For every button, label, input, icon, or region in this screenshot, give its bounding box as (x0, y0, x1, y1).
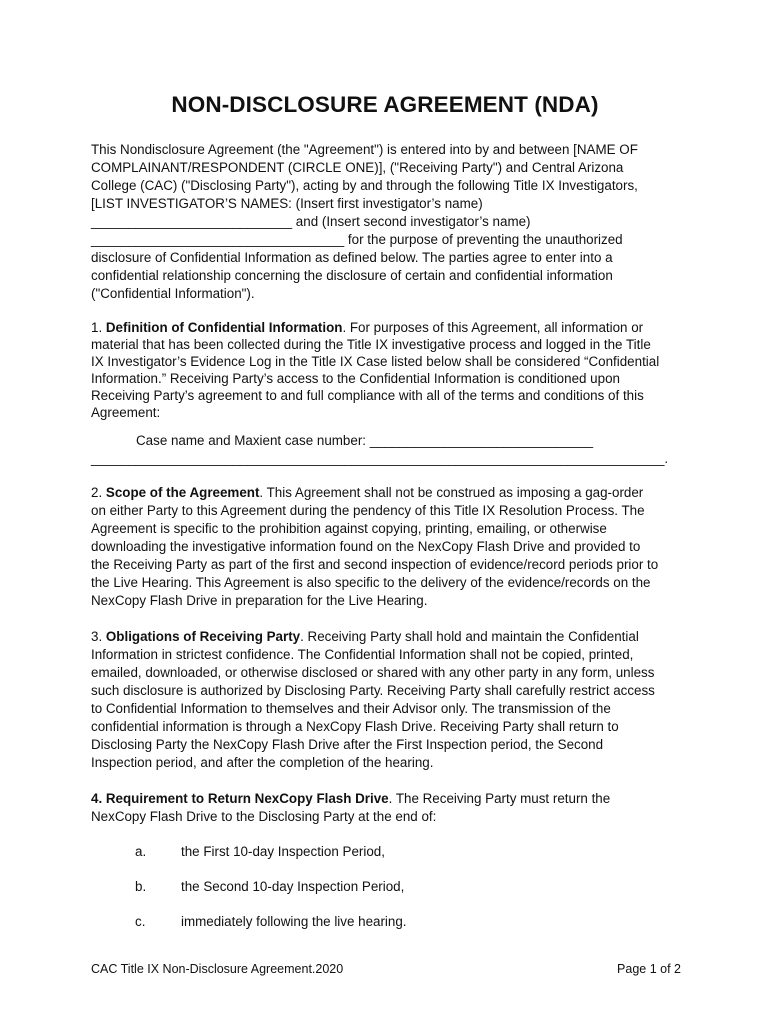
intro-line: [LIST INVESTIGATOR’S NAMES: (Insert first investigator’s name) (91, 196, 483, 211)
list-text: the Second 10-day Inspection Period, (181, 879, 405, 894)
section-1-first-line (91, 319, 691, 336)
section-4-heading: 4. Requirement to Return NexCopy Flash Drive (91, 791, 389, 806)
intro-line: This Nondisclosure Agreement (the "Agreement") is entered into by and between [NAME OF (91, 142, 638, 157)
section-1 (91, 319, 691, 421)
section-4-intro: . The Receiving Party must return the (388, 791, 611, 806)
section-2-intro: . This Agreement shall not be construed as imposing a gag-order (259, 485, 644, 500)
section-3-line: Disclosing Party the NexCopy Flash Drive after the First Inspection period, the Second (91, 737, 604, 752)
list-text: the First 10-day Inspection Period, (181, 844, 385, 859)
section-4-first-line (91, 790, 691, 808)
section-3-line: emailed, downloaded, or otherwise disclosed or shared with any other party in any form, unless (91, 665, 655, 680)
section-1-intro: . For purposes of this Agreement, all information or (342, 320, 644, 335)
section-3-line: to Confidential Information to themselves and their Advisor only. The transmission of the (91, 701, 611, 716)
intro-line: COMPLAINANT/RESPONDENT (CIRCLE ONE)], ("Receiving Party") and Central Arizona (91, 160, 624, 175)
case-number-line: Case name and Maxient case number: ______________________________ (136, 433, 594, 448)
case-blank-line: _____________________________________________________________________________. (91, 451, 669, 466)
intro-line: disclosure of Confidential Information as defined below. The parties agree to enter into a (91, 250, 613, 265)
section-2-heading: Scope of the Agreement (105, 485, 260, 500)
list-marker: c. (135, 914, 146, 929)
intro-paragraph (91, 141, 691, 303)
section-2-line: Agreement is specific to the prohibition against copying, printing, emailing, or otherwise (91, 521, 607, 536)
list-marker: a. (135, 844, 147, 859)
section-1-line: Agreement: (91, 405, 161, 420)
section-2 (91, 484, 691, 610)
page-title: NON-DISCLOSURE AGREEMENT (NDA) (171, 92, 599, 117)
section-3-first-line (91, 628, 691, 646)
section-3-heading: Obligations of Receiving Party (105, 629, 301, 644)
footer-page-number: Page 1 of 2 (617, 962, 681, 976)
section-1-heading: Definition of Confidential Information (105, 320, 343, 335)
footer-document-name: CAC Title IX Non-Disclosure Agreement.2020 (91, 962, 344, 976)
section-4-line: NexCopy Flash Drive to the Disclosing Party at the end of: (91, 809, 437, 824)
list-text: immediately following the live hearing. (181, 914, 407, 929)
section-3-line: confidential information is through a NexCopy Flash Drive. Receiving Party shall return to (91, 719, 619, 734)
section-3-intro: . Receiving Party shall hold and maintain the Confidential (300, 629, 639, 644)
section-1-line: Information.” Receiving Party’s access to the Confidential Information is conditioned upon (91, 371, 620, 386)
section-3-line: Inspection period, and after the completion of the hearing. (91, 755, 434, 770)
list-marker: b. (135, 879, 147, 894)
intro-line: ("Confidential Information"). (91, 286, 255, 301)
section-1-number: 1. (91, 320, 106, 335)
section-3 (91, 628, 691, 772)
section-3-line: Information in strictest confidence. The Confidential Information shall not be copied, printed, (91, 647, 634, 662)
section-2-number: 2. (91, 485, 106, 500)
section-2-line: on either Party to this Agreement during the pendency of this Title IX Resolution Process. The (91, 503, 645, 518)
section-2-first-line (91, 484, 691, 502)
intro-line: confidential relationship concerning the disclosure of certain and confidential information (91, 268, 613, 283)
section-4 (91, 790, 691, 826)
intro-line: College (CAC) ("Disclosing Party"), acting by and through the following Title IX Investigators, (91, 178, 638, 193)
section-3-number: 3. (91, 629, 106, 644)
intro-line: __________________________________ for the purpose of preventing the unauthorized (91, 232, 623, 247)
section-2-line: downloading the investigative information found on the NexCopy Flash Drive and provided to (91, 539, 641, 554)
section-2-line: the Receiving Party as part of the first and second inspection of evidence/record periods prior to (91, 557, 659, 572)
case-blank-field (91, 450, 691, 468)
intro-line: ___________________________ and (Insert second investigator’s name) (91, 214, 531, 229)
section-1-line: material that has been collected during the Title IX investigative process and logged in the Title (91, 337, 651, 352)
section-1-line: Receiving Party’s agreement to and full compliance with all of the terms and conditions of this (91, 388, 644, 403)
section-2-line: NexCopy Flash Drive in preparation for the Live Hearing. (91, 593, 428, 608)
section-2-line: the Live Hearing. This Agreement is also specific to the delivery of the evidence/records on the (91, 575, 651, 590)
case-number-field (136, 432, 736, 450)
section-3-line: such disclosure is authorized by Disclosing Party. Receiving Party shall carefully restrict access (91, 683, 655, 698)
section-1-line: IX Investigator’s Evidence Log in the Title IX Case listed below shall be considered “Confidential (91, 354, 660, 369)
